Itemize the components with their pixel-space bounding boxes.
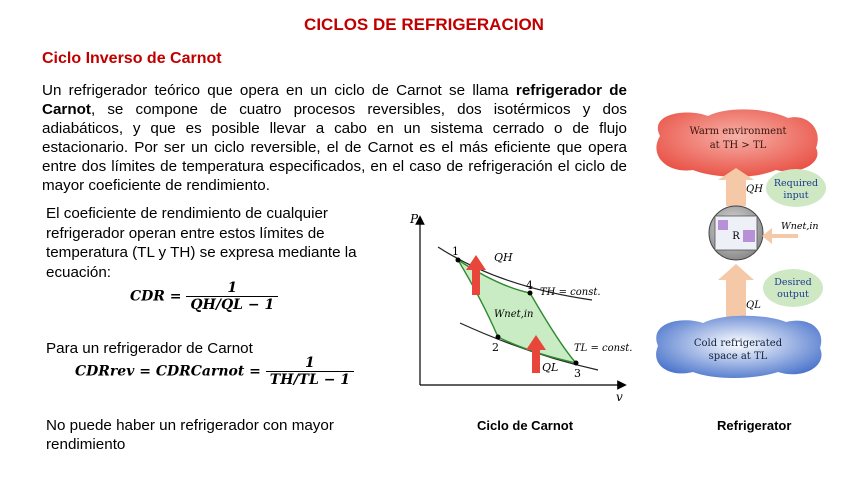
r-label: R bbox=[732, 231, 740, 242]
required-label-line1: Required bbox=[773, 178, 819, 189]
compressor-icon bbox=[718, 220, 728, 230]
refrigerator-diagram bbox=[648, 108, 848, 378]
carnot-paragraph: Para un refrigerador de Carnot bbox=[46, 340, 253, 357]
required-label-line2: input bbox=[783, 190, 809, 201]
qh-label: QH bbox=[746, 184, 763, 195]
carnot-pv-diagram bbox=[400, 205, 635, 410]
eq2-lhs: CDRrev = CDRCarnot = bbox=[75, 363, 261, 380]
eq2-numerator: 1 bbox=[266, 355, 354, 372]
wnet-label: Wnet,in bbox=[494, 309, 534, 320]
refrigerator-caption: Refrigerator bbox=[717, 418, 792, 433]
equation-cdr bbox=[130, 280, 278, 313]
intro-bold-term: refrigerador de Carnot bbox=[42, 82, 627, 118]
equation-cdr-carnot bbox=[75, 355, 354, 388]
desired-output-bubble bbox=[763, 269, 823, 307]
wnet-label: Wnet,in bbox=[781, 221, 819, 232]
intro-paragraph bbox=[42, 81, 627, 195]
valve-icon bbox=[743, 230, 755, 242]
eq2-fraction bbox=[266, 355, 354, 388]
point-3-label: 3 bbox=[574, 367, 581, 380]
intro-text-1: Un refrigerador teórico que opera en un ciclo de Carnot se llama bbox=[42, 82, 516, 99]
point-2-label: 2 bbox=[492, 341, 499, 354]
carnot-caption: Ciclo de Carnot bbox=[477, 418, 574, 433]
page-title: CICLOS DE REFRIGERACION bbox=[304, 15, 544, 34]
point-1-label: 1 bbox=[452, 245, 459, 258]
eq1-lhs: CDR = bbox=[130, 288, 182, 305]
warm-label-line2: at TH > TL bbox=[709, 140, 767, 151]
point-4-label: 4 bbox=[526, 279, 533, 292]
intro-text-2: , se compone de cuatro procesos reversibles, dos isotérmicos y dos adiabáticos, y que es posible llevar a cabo en un sistema cerrado o de flujo estacionario. Por ser un ciclo reversible, el de Carnot es el más eficiente que opera entre dos límites de temperatura especificados, en el caso de refrigeración el ciclo de mayor coeficiente de rendimiento. bbox=[42, 101, 627, 194]
ql-label: QL bbox=[746, 300, 761, 311]
cold-label-line2: space at TL bbox=[708, 351, 768, 362]
section-subtitle: Ciclo Inverso de Carnot bbox=[42, 50, 222, 67]
desired-label-line1: Desired bbox=[774, 277, 812, 288]
qh-label: QH bbox=[494, 251, 513, 264]
desired-label-line2: output bbox=[777, 289, 809, 300]
point-1 bbox=[456, 258, 461, 263]
point-3 bbox=[574, 361, 579, 366]
coef-paragraph: El coeficiente de rendimiento de cualquier refrigerador operan entre estos límites de temperatura (TL y TH) se expresa mediante la ecuación: bbox=[46, 205, 357, 281]
eq2-denominator: TH/TL − 1 bbox=[269, 372, 351, 388]
point-2 bbox=[496, 335, 501, 340]
v-axis-label: v bbox=[616, 390, 623, 404]
eq1-fraction bbox=[186, 280, 278, 313]
ql-label: QL bbox=[542, 361, 559, 374]
conclusion-paragraph: No puede haber un refrigerador con mayor rendimiento bbox=[46, 417, 334, 453]
th-label: TH = const. bbox=[540, 287, 601, 298]
eq1-denominator: QH/QL − 1 bbox=[190, 297, 275, 313]
warm-label-line1: Warm environment bbox=[689, 126, 787, 137]
cold-label-line1: Cold refrigerated bbox=[693, 338, 783, 349]
p-axis-label: P bbox=[410, 212, 419, 226]
eq1-numerator: 1 bbox=[186, 280, 278, 297]
tl-label: TL = const. bbox=[574, 343, 633, 354]
